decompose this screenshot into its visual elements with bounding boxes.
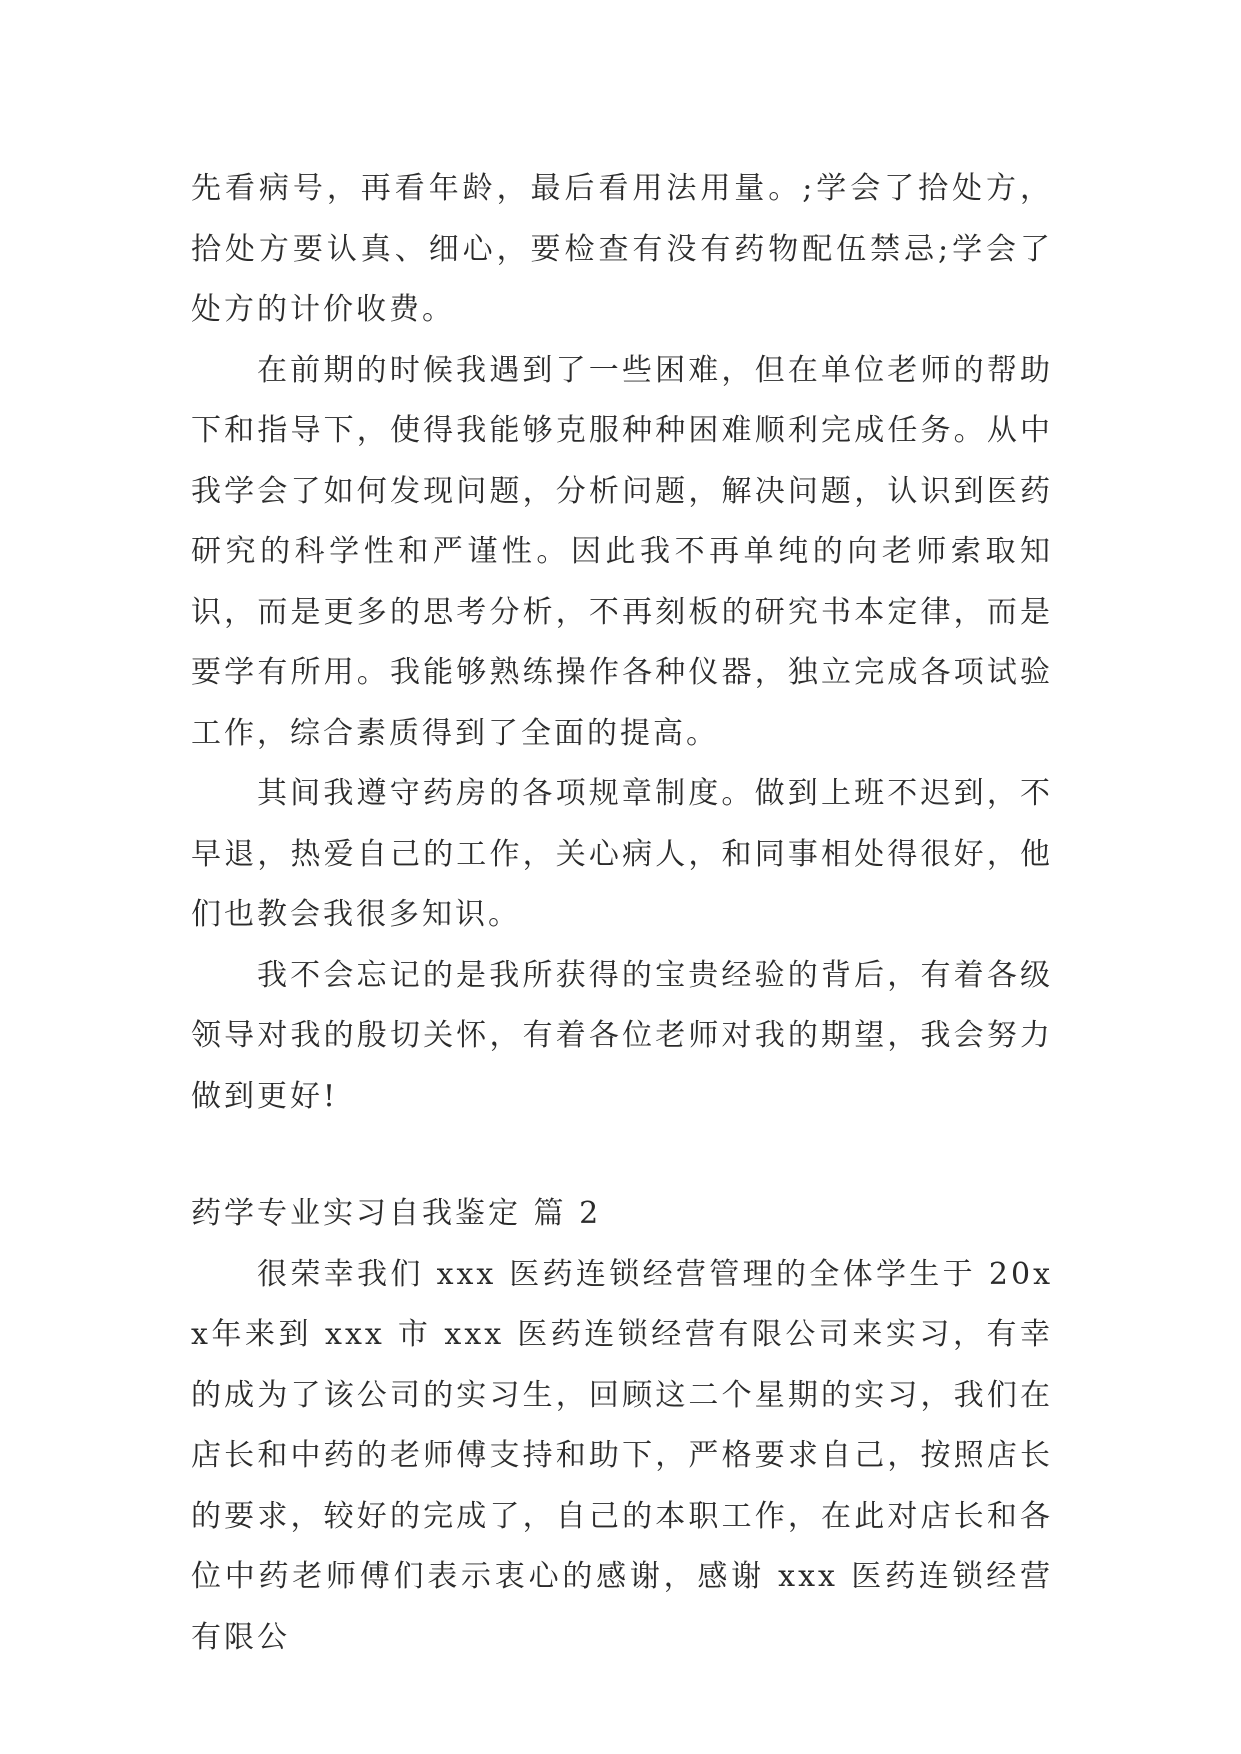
paragraph-3-line-1: 其间我遵守药房的各项规章制度。做到上班不迟到，不 bbox=[257, 776, 1053, 811]
paragraph-5-line-4: 和中药的老师傅支持和助下，严格要求自己，按照店长的要 bbox=[191, 1438, 1054, 1534]
paragraph-1-line-1: 先看病号，再看年龄，最后看用法用量。;学会了拾处方， bbox=[191, 171, 1053, 206]
paragraph-5-line-2: 年来到 xxx 市 xxx 医药连锁经营有限公司来实习，有幸的成 bbox=[191, 1317, 1053, 1413]
paragraph-2-line-4: 研究的科学性和严谨性。因此我不再单纯的向老师索取知识， bbox=[191, 534, 1053, 630]
paragraph-4-line-3: 做到更好! bbox=[191, 1078, 339, 1114]
paragraph-4-line-2: 领导对我的殷切关怀，有着各位老师对我的期望，我会努力 bbox=[191, 1018, 1053, 1053]
paragraph-2-line-6: 有所用。我能够熟练操作各种仪器，独立完成各项试验工作， bbox=[191, 655, 1054, 751]
paragraph-4-line-1: 我不会忘记的是我所获得的宝贵经验的背后，有着各级 bbox=[257, 957, 1053, 993]
paragraph-1-line-3: 处方的计价收费。 bbox=[191, 292, 455, 327]
paragraph-1 bbox=[191, 159, 1053, 341]
paragraph-2-line-1: 在前期的时候我遇到了一些困难，但在单位老师的帮助 bbox=[257, 352, 1053, 388]
paragraph-2-line-7: 综合素质得到了全面的提高。 bbox=[290, 715, 719, 751]
paragraph-4 bbox=[191, 946, 1053, 1128]
paragraph-3 bbox=[191, 764, 1053, 946]
paragraph-2-line-2: 下和指导下，使得我能够克服种种困难顺利完成任务。从中 bbox=[191, 413, 1053, 448]
paragraph-5 bbox=[191, 1245, 1053, 1669]
paragraph-5-line-1: 很荣幸我们 xxx 医药连锁经营管理的全体学生于 20xx bbox=[191, 1256, 1053, 1352]
paragraph-2 bbox=[191, 341, 1053, 765]
paragraph-2-line-5: 而是更多的思考分析，不再刻板的研究书本定律，而是要学 bbox=[191, 594, 1054, 690]
paragraph-5-line-6: 药老师傅们表示衷心的感谢，感谢 xxx 医药连锁经营有限公 bbox=[191, 1559, 1053, 1655]
paragraph-3-line-2: 早退，热爱自己的工作，关心病人，和同事相处得很好，他 bbox=[191, 836, 1053, 872]
section-title: 药学专业实习自我鉴定 篇 2 bbox=[191, 1196, 602, 1231]
paragraph-1-line-2: 拾处方要认真、细心，要检查有没有药物配伍禁忌;学会了 bbox=[191, 231, 1053, 267]
paragraph-5-line-5: 求，较好的完成了，自己的本职工作，在此对店长和各位中 bbox=[191, 1498, 1054, 1594]
paragraph-5-line-3: 为了该公司的实习生，回顾这二个星期的实习，我们在店长 bbox=[191, 1377, 1054, 1473]
document-body bbox=[191, 159, 1053, 1668]
paragraph-2-line-3: 我学会了如何发现问题，分析问题，解决问题，认识到医药 bbox=[191, 473, 1053, 509]
paragraph-3-line-3: 们也教会我很多知识。 bbox=[191, 897, 521, 932]
